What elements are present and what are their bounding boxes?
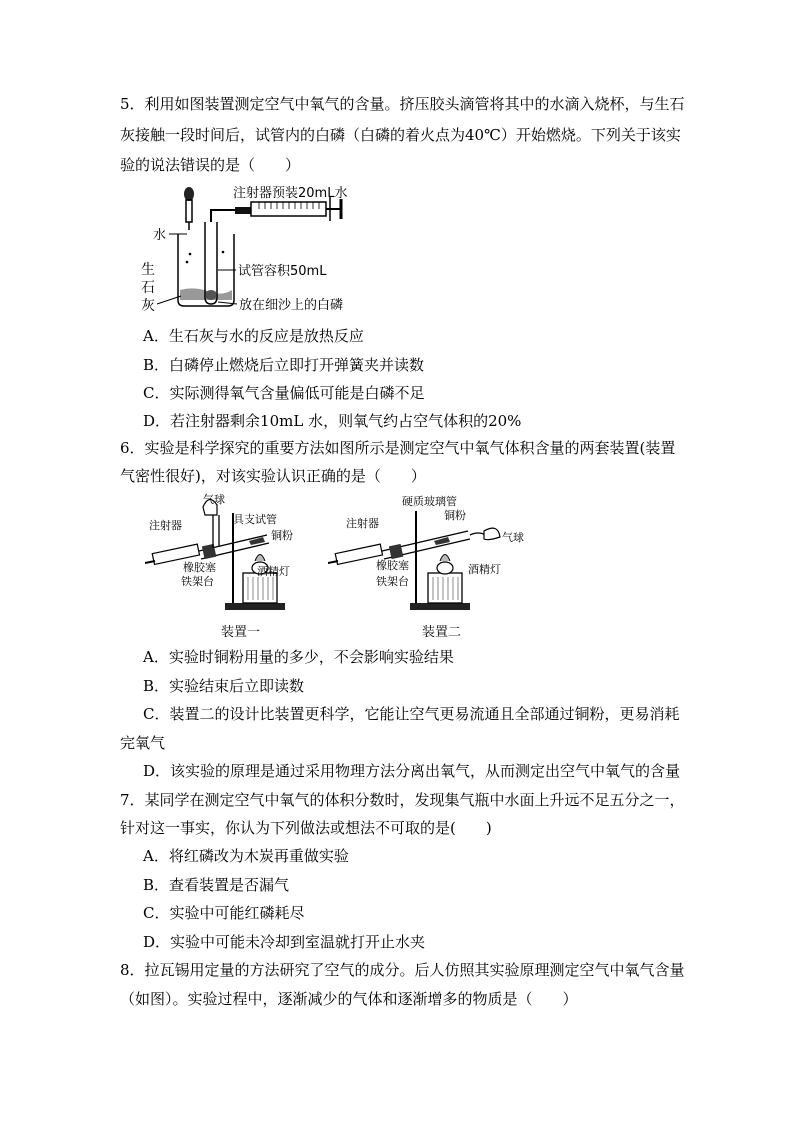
caption-device-2: 装置二 (422, 625, 462, 640)
q5-option-a: A．生石灰与水的反应是放热反应 (143, 327, 364, 345)
label-tube: 试管容积50mL (238, 264, 327, 279)
stand-base (225, 603, 285, 610)
balloon (484, 528, 500, 540)
q8-stem-line-2: （如图）。实验过程中，逐渐减少的气体和逐渐增多的物质是（ ） (120, 990, 578, 1008)
q5-option-c: C．实际测得氧气含量偏低可能是白磷不足 (143, 384, 425, 402)
label-lime-2: 石 (141, 280, 155, 296)
label-d1-stand: 铁架台 (181, 575, 214, 588)
dropper-bulb (184, 187, 194, 201)
q8-stem-line-1: 8．拉瓦锡用定量的方法研究了空气的成分。后人仿照其实验原理测定空气中氧气含量 (120, 961, 685, 979)
rubber-stopper (202, 544, 216, 559)
dropper-tube (186, 200, 192, 222)
label-d2-lamp: 酒精灯 (468, 563, 501, 576)
label-d2-glass-tube: 硬质玻璃管 (402, 495, 457, 508)
q6-option-c: C．装置二的设计比装置更科学，它能让空气更易流通且全部通过铜粉，更易消耗 (143, 705, 680, 723)
label-water: 水 (153, 228, 167, 243)
label-d1-copper: 铜粉 (271, 529, 293, 542)
label-d1-stopper: 橡胶塞 (183, 561, 216, 574)
q5-stem-line-1: 5．利用如图装置测定空气中氧气的含量。挤压胶头滴管将其中的水滴入烧杯，与生石 (120, 95, 685, 113)
flame (255, 555, 265, 562)
q7-stem-line-1: 7．某同学在测定空气中氧气的体积分数时，发现集气瓶中水面上升远不足五分之一， (120, 791, 685, 809)
caption-device-1: 装置一 (221, 625, 261, 640)
q7-stem-line-2: 针对这一事实，你认为下列做法或想法不可取的是( ) (120, 819, 492, 837)
q6-option-a: A．实验时铜粉用量的多少，不会影响实验结果 (143, 648, 454, 666)
q6-option-d: D．该实验的原理是通过采用物理方法分离出氧气，从而测定出空气中氧气的含量 (143, 762, 681, 780)
q6-option-c-continued: 完氧气 (120, 734, 166, 752)
q6-device-1-figure (145, 493, 315, 643)
q6-device-2-figure (328, 493, 528, 643)
q5-option-d: D．若注射器剩余10mL 水，则氧气约占空气体积的20% (143, 412, 522, 430)
label-d2-stand: 铁架台 (376, 575, 409, 588)
label-d2-copper: 铜粉 (444, 509, 466, 522)
q7-option-b: B．查看装置是否漏气 (143, 876, 290, 894)
spring-clamp (235, 207, 251, 214)
label-lime-1: 生 (141, 262, 155, 278)
white-phosphorus (206, 290, 216, 300)
syringe-barrel (251, 202, 326, 216)
label-d2-syringe: 注射器 (346, 517, 379, 530)
label-d1-balloon: 气球 (203, 493, 225, 506)
label-phosphorus: 放在细沙上的白磷 (239, 298, 344, 313)
q7-option-d: D．实验中可能未冷却到室温就打开止水夹 (143, 933, 426, 951)
q5-stem-line-2: 灰接触一段时间后，试管内的白磷（白磷的着火点为40℃）开始燃烧。下列关于该实 (120, 126, 681, 144)
flame (440, 555, 450, 562)
q7-option-a: A．将红磷改为木炭再重做实验 (143, 847, 349, 865)
q6-stem-line-2: 气密性很好)，对该实验认识正确的是（ ） (120, 467, 426, 485)
label-d1-lamp: 酒精灯 (257, 565, 290, 578)
label-d2-stopper: 橡胶塞 (376, 559, 409, 572)
label-d1-syringe: 注射器 (149, 519, 182, 532)
q5-stem-line-3: 验的说法错误的是（ ） (120, 156, 301, 174)
stand-base (410, 603, 470, 610)
label-syringe: 注射器预装20mL水 (233, 186, 348, 201)
label-d2-balloon: 气球 (502, 531, 524, 544)
label-lime-3: 灰 (141, 298, 155, 314)
q5-apparatus-figure (135, 182, 360, 317)
q6-stem-line-1: 6．实验是科学探究的重要方法如图所示是测定空气中氧气体积含量的两套装置(装置 (120, 439, 676, 457)
q7-option-c: C．实验中可能红磷耗尽 (143, 904, 305, 922)
q6-option-b: B．实验结束后立即读数 (143, 677, 305, 695)
q5-option-b: B．白磷停止燃烧后立即打开弹簧夹并读数 (143, 356, 425, 374)
label-d1-tube: 具支试管 (233, 513, 277, 526)
